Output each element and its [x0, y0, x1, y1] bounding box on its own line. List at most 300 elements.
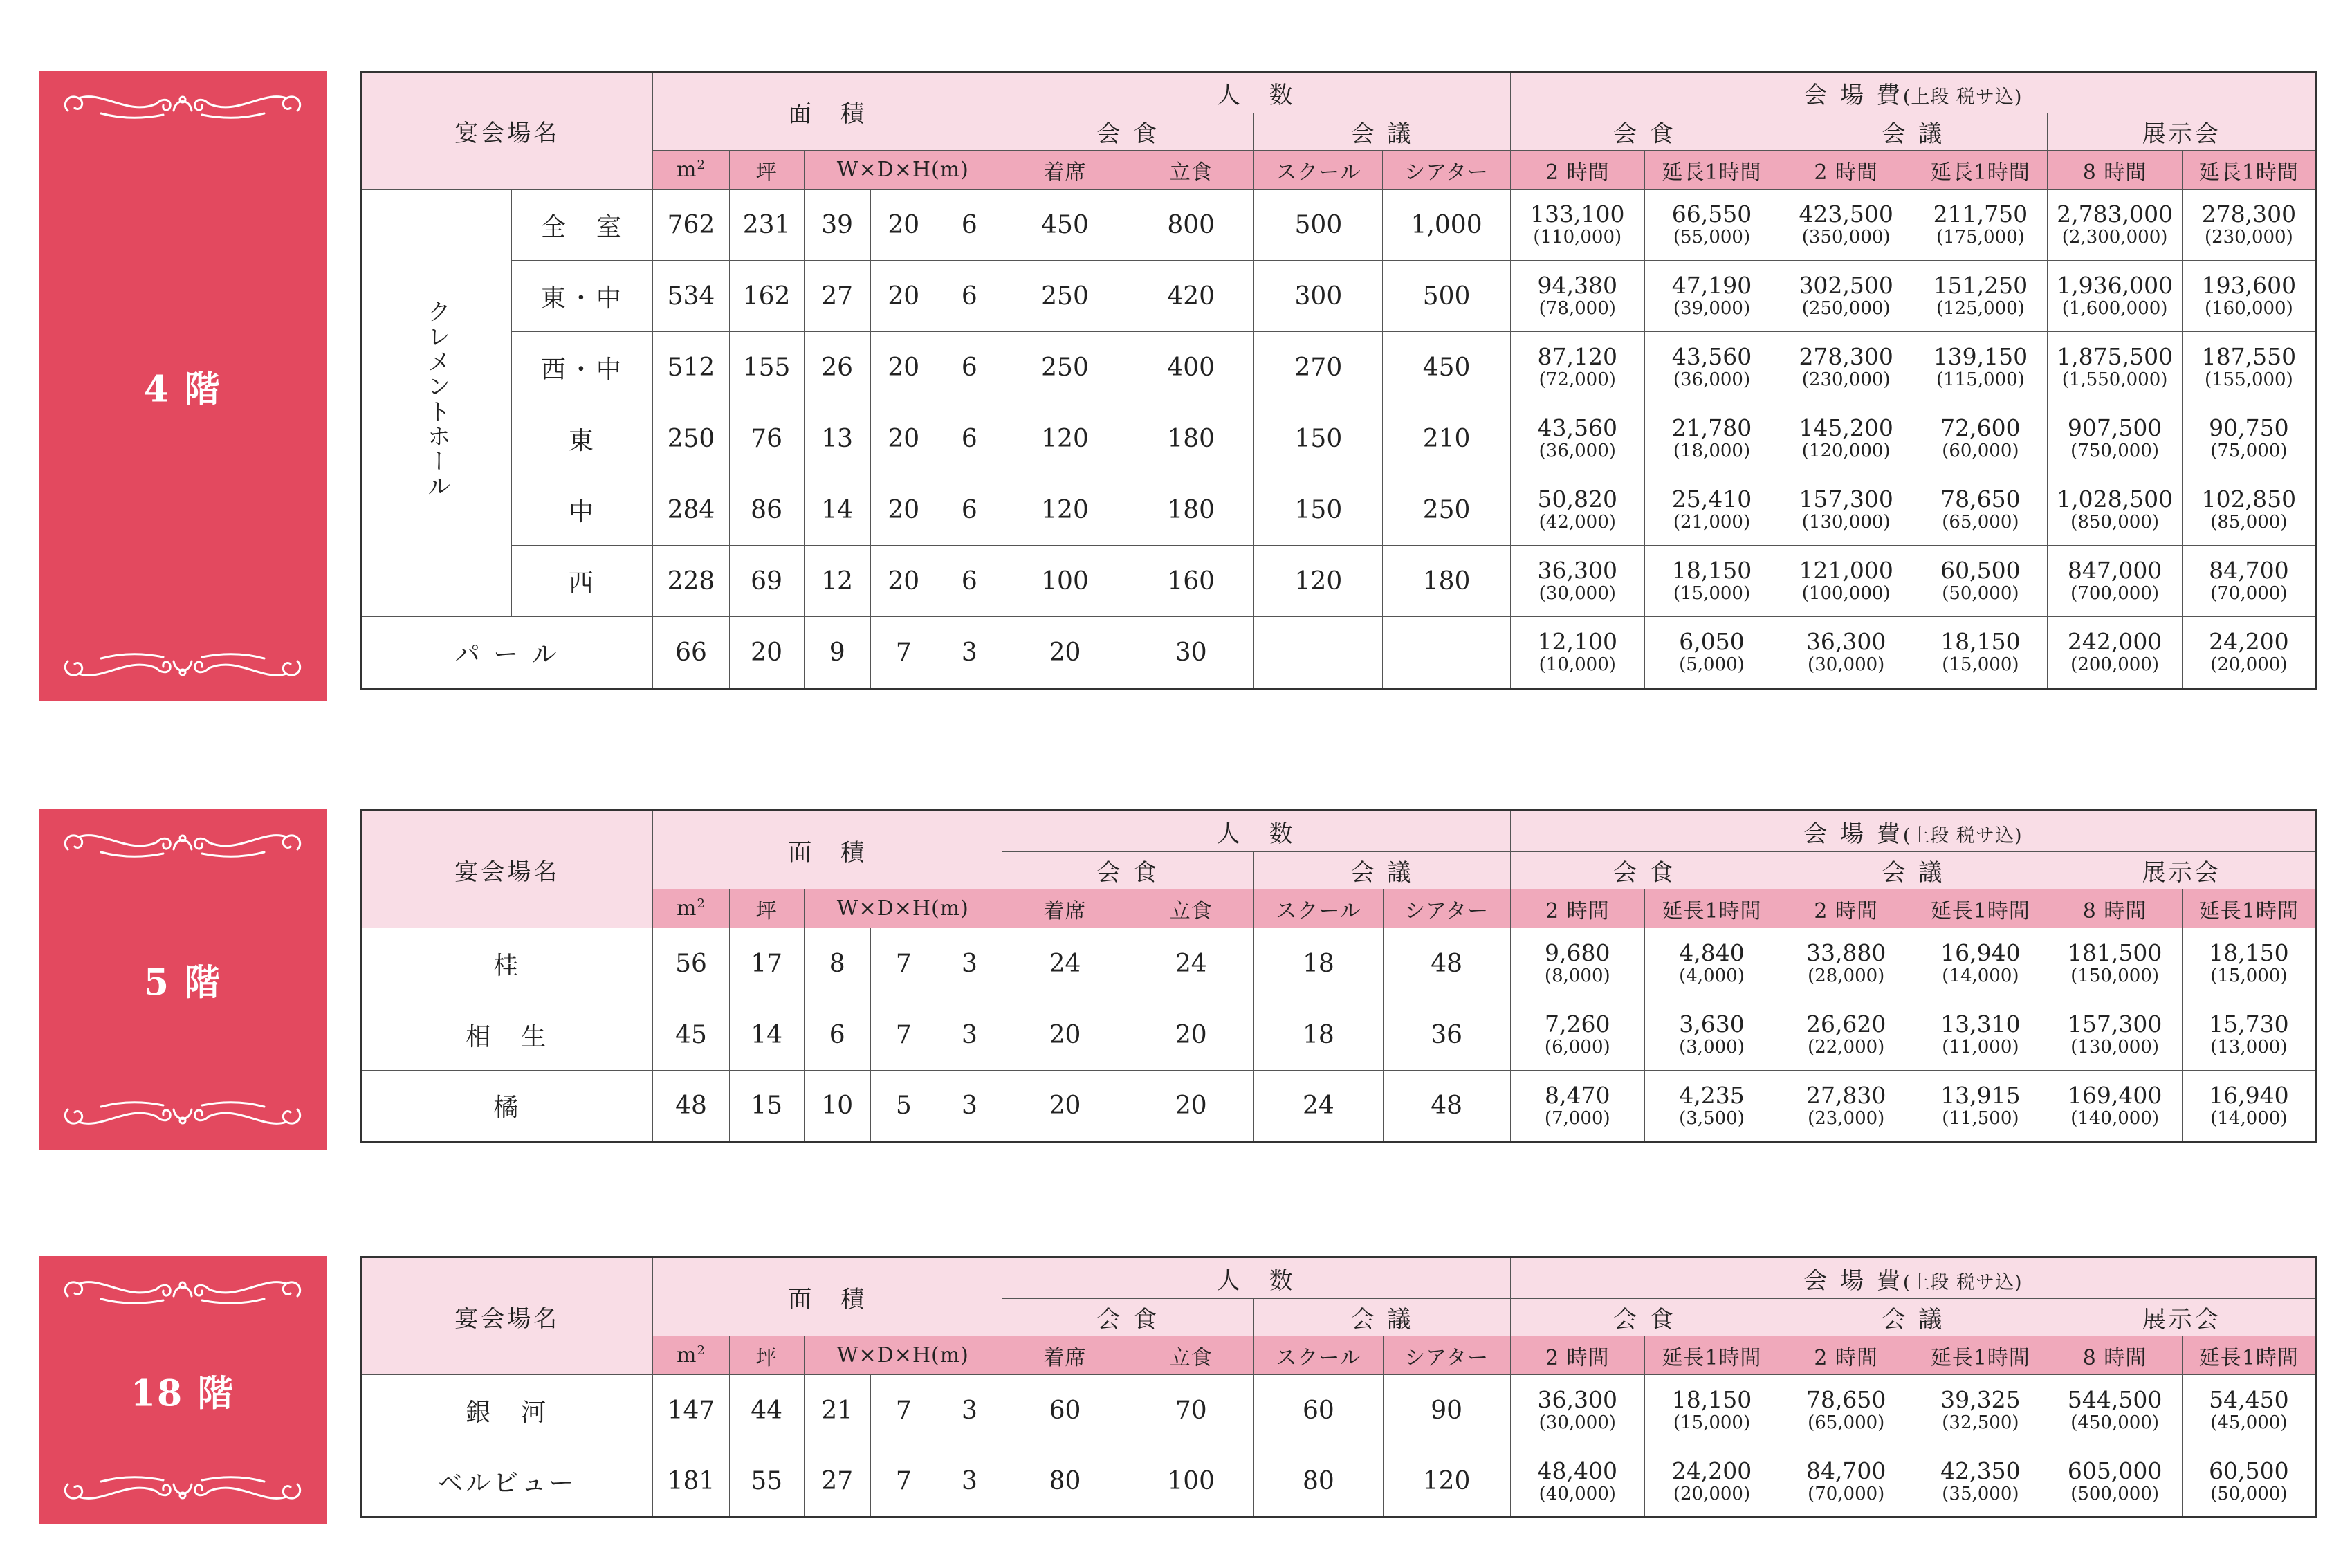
cell-fee-6 — [2182, 332, 2316, 403]
cell-fee-5 — [2048, 332, 2182, 403]
exhibition-ext-header: 延長1時間 — [2182, 151, 2316, 190]
fee-value: 36,300 — [1537, 1386, 1618, 1414]
fee-excl-tax: (85,000) — [2210, 512, 2288, 533]
cell-fee-5 — [2048, 474, 2182, 546]
cell-d: 7 — [870, 1446, 937, 1518]
cell-seated: 20 — [1002, 1071, 1128, 1142]
fee-value: 847,000 — [2067, 557, 2162, 584]
cell-theater — [1383, 617, 1510, 689]
cell-tsubo: 69 — [729, 546, 804, 617]
cell-school: 500 — [1254, 190, 1383, 261]
fee-value: 24,200 — [2209, 628, 2289, 656]
cell-fee-1 — [1510, 190, 1644, 261]
floor-18-table — [360, 1256, 2317, 1518]
fee-excl-tax: (6,000) — [1544, 1037, 1610, 1058]
table-row — [361, 332, 2317, 403]
fee-header-note: (上段 税サ込) — [1902, 824, 2023, 847]
cell-fee-6 — [2182, 617, 2316, 689]
fee-exhibition-header: 展示会 — [2048, 1299, 2317, 1336]
fee-excl-tax: (14,000) — [1942, 966, 2019, 987]
fee-excl-tax: (23,000) — [1808, 1107, 1885, 1129]
venue-group-label: クレメントホール — [423, 299, 451, 499]
fee-exhibition-header: 展示会 — [2048, 113, 2317, 151]
fee-value: 193,600 — [2201, 272, 2297, 299]
cell-fee-6 — [2182, 999, 2316, 1071]
fee-value: 72,600 — [1940, 414, 2021, 442]
cell-fee-1 — [1510, 1071, 1644, 1142]
cell-seated: 450 — [1002, 190, 1128, 261]
cell-d: 20 — [870, 332, 937, 403]
cell-fee-3 — [1779, 928, 1913, 999]
cell-w: 9 — [804, 617, 870, 689]
fee-value: 6,050 — [1679, 628, 1745, 656]
cell-school: 18 — [1254, 928, 1383, 999]
fee-value: 84,700 — [1806, 1457, 1886, 1484]
fee-value: 87,120 — [1537, 343, 1617, 371]
cell-tsubo: 231 — [729, 190, 804, 261]
table-row — [361, 546, 2317, 617]
fee-value: 39,325 — [1940, 1386, 2021, 1414]
fee-value: 33,880 — [1806, 939, 1886, 967]
fee-excl-tax: (100,000) — [1801, 583, 1891, 605]
fee-value: 94,380 — [1537, 272, 1617, 299]
fee-value: 1,028,500 — [2057, 486, 2174, 513]
cell-d: 7 — [870, 928, 937, 999]
cell-fee-1 — [1510, 546, 1644, 617]
cell-tsubo: 155 — [729, 332, 804, 403]
area-header: 面 積 — [653, 811, 1002, 889]
venue-name: パ ー ル — [361, 617, 653, 689]
cell-w: 13 — [804, 403, 870, 474]
cell-theater: 450 — [1383, 332, 1510, 403]
cell-fee-4 — [1913, 332, 2048, 403]
cell-fee-2 — [1644, 928, 1779, 999]
wdh-header: W×D×H(m) — [804, 889, 1002, 928]
cell-fee-6 — [2182, 403, 2316, 474]
fee-header — [1510, 72, 2316, 113]
fee-value: 42,350 — [1940, 1457, 2021, 1484]
fee-value: 423,500 — [1799, 201, 1893, 228]
fee-dining-header: 会 食 — [1510, 1299, 1779, 1336]
fee-excl-tax: (45,000) — [2210, 1412, 2288, 1434]
cell-h: 6 — [937, 332, 1002, 403]
fee-excl-tax: (75,000) — [2210, 441, 2288, 462]
sqm-sup: 2 — [697, 896, 706, 911]
cell-fee-2 — [1644, 474, 1779, 546]
table-row — [361, 1071, 2317, 1142]
fee-value: 9,680 — [1545, 939, 1610, 967]
cell-tsubo: 20 — [729, 617, 804, 689]
fee-excl-tax: (250,000) — [1801, 298, 1891, 320]
cell-d: 20 — [870, 190, 937, 261]
table-header — [361, 1257, 2317, 1375]
cell-w: 12 — [804, 546, 870, 617]
fee-excl-tax: (42,000) — [1538, 512, 1616, 533]
fee-excl-tax: (110,000) — [1533, 227, 1622, 248]
fee-excl-tax: (1,550,000) — [2061, 369, 2168, 391]
area-header: 面 積 — [653, 72, 1002, 151]
fee-excl-tax: (130,000) — [1801, 512, 1891, 533]
fee-excl-tax: (70,000) — [2210, 583, 2288, 605]
cell-fee-2 — [1644, 403, 1779, 474]
fee-value: 50,820 — [1537, 486, 1617, 513]
fee-excl-tax: (3,500) — [1679, 1107, 1745, 1129]
cell-fee-3 — [1779, 474, 1913, 546]
table-row — [361, 261, 2317, 332]
fee-excl-tax: (500,000) — [2070, 1483, 2159, 1504]
dining-2h-header: 2 時間 — [1510, 889, 1644, 928]
cell-fee-1 — [1510, 403, 1644, 474]
venue-name: 西 — [512, 546, 653, 617]
fee-excl-tax: (2,300,000) — [2061, 227, 2168, 248]
cell-h: 6 — [937, 261, 1002, 332]
cell-fee-1 — [1510, 332, 1644, 403]
fee-value: 544,500 — [2067, 1386, 2162, 1414]
school-header: スクール — [1254, 1336, 1383, 1375]
cell-h: 3 — [937, 999, 1002, 1071]
cell-tsubo: 76 — [729, 403, 804, 474]
cell-fee-3 — [1779, 1375, 1913, 1446]
sqm-header — [653, 151, 729, 190]
cell-fee-4 — [1913, 403, 2048, 474]
ornament-icon — [59, 83, 306, 127]
fee-excl-tax: (11,000) — [1942, 1037, 2019, 1058]
fee-excl-tax: (20,000) — [1673, 1483, 1751, 1504]
fee-header-main: 会 場 費 — [1803, 820, 1903, 848]
cell-fee-6 — [2182, 261, 2316, 332]
cell-sqm: 534 — [653, 261, 729, 332]
cell-standing: 400 — [1128, 332, 1254, 403]
fee-value: 60,500 — [2209, 1457, 2289, 1484]
fee-value: 302,500 — [1799, 272, 1893, 299]
fee-value: 907,500 — [2067, 414, 2162, 442]
cell-fee-5 — [2048, 999, 2182, 1071]
cell-standing: 180 — [1128, 403, 1254, 474]
fee-value: 4,840 — [1679, 939, 1745, 967]
cell-fee-6 — [2182, 1071, 2316, 1142]
fee-value: 242,000 — [2067, 628, 2162, 656]
seated-header: 着席 — [1002, 1336, 1128, 1375]
fee-value: 4,235 — [1679, 1081, 1745, 1109]
cell-theater: 1,000 — [1383, 190, 1510, 261]
fee-header — [1510, 811, 2316, 852]
standing-header: 立食 — [1128, 1336, 1254, 1375]
cell-standing: 30 — [1128, 617, 1254, 689]
fee-value: 18,150 — [1940, 628, 2021, 656]
fee-meeting-header: 会 議 — [1779, 113, 2048, 151]
fee-excl-tax: (36,000) — [1673, 369, 1751, 391]
cell-fee-2 — [1644, 1071, 1779, 1142]
tsubo-header: 坪 — [729, 1336, 804, 1375]
venue-name: 全 室 — [512, 190, 653, 261]
venue-name: 銀 河 — [361, 1375, 653, 1446]
cell-fee-3 — [1779, 261, 1913, 332]
fee-value: 13,310 — [1940, 1011, 2021, 1038]
cell-sqm: 181 — [653, 1446, 729, 1518]
fee-value: 278,300 — [1799, 343, 1893, 371]
meeting-header: 会 議 — [1254, 852, 1510, 889]
meeting-header: 会 議 — [1254, 1299, 1510, 1336]
cell-h: 6 — [937, 403, 1002, 474]
cell-seated: 60 — [1002, 1375, 1128, 1446]
fee-value: 60,500 — [1940, 557, 2021, 584]
theater-header: シアター — [1383, 151, 1510, 190]
floor-label: 18 階 — [130, 1372, 235, 1415]
fee-excl-tax: (28,000) — [1808, 966, 1885, 987]
fee-value: 133,100 — [1530, 201, 1625, 228]
table-row — [361, 928, 2317, 999]
fee-value: 26,620 — [1806, 1011, 1886, 1038]
cell-school: 60 — [1254, 1375, 1383, 1446]
cell-sqm: 512 — [653, 332, 729, 403]
fee-excl-tax: (39,000) — [1673, 298, 1751, 320]
cell-standing: 420 — [1128, 261, 1254, 332]
fee-excl-tax: (5,000) — [1679, 654, 1745, 676]
cell-seated: 120 — [1002, 474, 1128, 546]
cell-standing: 160 — [1128, 546, 1254, 617]
fee-value: 24,200 — [1671, 1457, 1752, 1484]
table-row — [361, 617, 2317, 689]
tsubo-header: 坪 — [729, 889, 804, 928]
cell-fee-5 — [2048, 1446, 2182, 1518]
cell-fee-3 — [1779, 403, 1913, 474]
cell-sqm: 250 — [653, 403, 729, 474]
standing-header: 立食 — [1128, 889, 1254, 928]
fee-value: 13,915 — [1940, 1081, 2021, 1109]
cell-fee-1 — [1510, 474, 1644, 546]
cell-fee-2 — [1644, 1375, 1779, 1446]
dining-ext-header: 延長1時間 — [1644, 151, 1779, 190]
fee-excl-tax: (60,000) — [1942, 441, 2019, 462]
fee-value: 18,150 — [1671, 1386, 1752, 1414]
cell-school: 120 — [1254, 546, 1383, 617]
fee-excl-tax: (10,000) — [1538, 654, 1616, 676]
fee-value: 145,200 — [1799, 414, 1893, 442]
fee-excl-tax: (14,000) — [2210, 1107, 2288, 1129]
cell-h: 3 — [937, 1446, 1002, 1518]
cell-fee-5 — [2048, 546, 2182, 617]
cell-w: 8 — [804, 928, 870, 999]
dining-2h-header: 2 時間 — [1510, 1336, 1644, 1375]
sqm-header — [653, 1336, 729, 1375]
exhibition-8h-header: 8 時間 — [2048, 889, 2182, 928]
table-body — [361, 1375, 2317, 1518]
cell-h: 6 — [937, 546, 1002, 617]
fee-excl-tax: (65,000) — [1808, 1412, 1885, 1434]
fee-value: 78,650 — [1940, 486, 2021, 513]
cell-d: 7 — [870, 617, 937, 689]
sqm-unit: m — [677, 158, 697, 182]
cell-fee-4 — [1913, 546, 2048, 617]
cell-standing: 180 — [1128, 474, 1254, 546]
fee-value: 151,250 — [1933, 272, 2028, 299]
dining-header: 会 食 — [1002, 113, 1253, 151]
ornament-icon — [59, 822, 306, 866]
cell-fee-5 — [2048, 928, 2182, 999]
fee-excl-tax: (115,000) — [1936, 369, 2025, 391]
cell-fee-4 — [1913, 617, 2048, 689]
ornament-icon — [59, 645, 306, 689]
fee-excl-tax: (140,000) — [2070, 1107, 2159, 1129]
table-row — [361, 474, 2317, 546]
cell-theater: 250 — [1383, 474, 1510, 546]
exhibition-8h-header: 8 時間 — [2048, 151, 2182, 190]
meeting-ext-header: 延長1時間 — [1913, 151, 2048, 190]
cell-fee-4 — [1913, 928, 2048, 999]
ornament-icon — [59, 1468, 306, 1512]
cell-fee-5 — [2048, 403, 2182, 474]
dining-ext-header: 延長1時間 — [1644, 889, 1779, 928]
table-body — [361, 190, 2317, 689]
cell-theater: 48 — [1383, 928, 1510, 999]
tsubo-header: 坪 — [729, 151, 804, 190]
cell-w: 21 — [804, 1375, 870, 1446]
cell-school: 150 — [1254, 403, 1383, 474]
fee-excl-tax: (36,000) — [1538, 441, 1616, 462]
fee-excl-tax: (40,000) — [1538, 1483, 1616, 1504]
seated-header: 着席 — [1002, 889, 1128, 928]
fee-excl-tax: (30,000) — [1808, 654, 1885, 676]
cell-fee-4 — [1913, 474, 2048, 546]
fee-value: 121,000 — [1799, 557, 1893, 584]
cell-h: 3 — [937, 617, 1002, 689]
cell-sqm: 762 — [653, 190, 729, 261]
cell-fee-1 — [1510, 617, 1644, 689]
fee-value: 16,940 — [1940, 939, 2021, 967]
fee-excl-tax: (30,000) — [1538, 1412, 1616, 1434]
cell-seated: 20 — [1002, 617, 1128, 689]
cell-d: 20 — [870, 403, 937, 474]
fee-value: 90,750 — [2209, 414, 2289, 442]
fee-excl-tax: (120,000) — [1801, 441, 1891, 462]
fee-excl-tax: (50,000) — [2210, 1483, 2288, 1504]
fee-value: 2,783,000 — [2057, 201, 2174, 228]
fee-excl-tax: (65,000) — [1942, 512, 2019, 533]
cell-d: 20 — [870, 546, 937, 617]
meeting-ext-header: 延長1時間 — [1913, 889, 2048, 928]
cell-school: 24 — [1254, 1071, 1383, 1142]
cell-h: 6 — [937, 190, 1002, 261]
floor-18-badge — [39, 1256, 327, 1524]
cell-fee-4 — [1913, 190, 2048, 261]
cell-fee-4 — [1913, 1446, 2048, 1518]
cell-fee-2 — [1644, 617, 1779, 689]
cell-w: 14 — [804, 474, 870, 546]
fee-value: 102,850 — [2201, 486, 2297, 513]
fee-value: 15,730 — [2209, 1011, 2289, 1038]
fee-excl-tax: (175,000) — [1936, 227, 2025, 248]
cell-w: 27 — [804, 261, 870, 332]
cell-sqm: 56 — [653, 928, 729, 999]
people-header: 人 数 — [1002, 811, 1510, 852]
ornament-icon — [59, 1269, 306, 1313]
cell-fee-6 — [2182, 474, 2316, 546]
cell-fee-3 — [1779, 1071, 1913, 1142]
floor-label: 5 階 — [143, 961, 222, 1004]
fee-excl-tax: (13,000) — [2210, 1037, 2288, 1058]
cell-fee-4 — [1913, 1375, 2048, 1446]
table-row — [361, 190, 2317, 261]
cell-h: 3 — [937, 1071, 1002, 1142]
cell-tsubo: 17 — [729, 928, 804, 999]
wdh-header: W×D×H(m) — [804, 1336, 1002, 1375]
fee-header — [1510, 1257, 2316, 1299]
table-row — [361, 1446, 2317, 1518]
cell-fee-5 — [2048, 261, 2182, 332]
fee-excl-tax: (78,000) — [1538, 298, 1616, 320]
fee-meeting-header: 会 議 — [1779, 852, 2048, 889]
venue-name: 橘 — [361, 1071, 653, 1142]
fee-excl-tax: (750,000) — [2070, 441, 2159, 462]
dining-2h-header: 2 時間 — [1510, 151, 1644, 190]
table-header — [361, 811, 2317, 928]
meeting-2h-header: 2 時間 — [1779, 889, 1913, 928]
fee-header-main: 会 場 費 — [1803, 81, 1903, 109]
fee-value: 47,190 — [1671, 272, 1752, 299]
cell-theater: 500 — [1383, 261, 1510, 332]
fee-excl-tax: (15,000) — [1673, 1412, 1751, 1434]
cell-h: 6 — [937, 474, 1002, 546]
table-row — [361, 403, 2317, 474]
cell-fee-2 — [1644, 332, 1779, 403]
venue-name: 東・中 — [512, 261, 653, 332]
cell-fee-6 — [2182, 546, 2316, 617]
fee-value: 139,150 — [1933, 343, 2028, 371]
fee-excl-tax: (200,000) — [2070, 654, 2159, 676]
fee-excl-tax: (21,000) — [1673, 512, 1751, 533]
cell-fee-2 — [1644, 999, 1779, 1071]
fee-value: 43,560 — [1537, 414, 1617, 442]
cell-tsubo: 15 — [729, 1071, 804, 1142]
cell-d: 20 — [870, 261, 937, 332]
fee-excl-tax: (15,000) — [1673, 583, 1751, 605]
fee-value: 211,750 — [1933, 201, 2028, 228]
fee-exhibition-header: 展示会 — [2048, 852, 2317, 889]
dining-header: 会 食 — [1002, 1299, 1253, 1336]
cell-fee-1 — [1510, 261, 1644, 332]
cell-tsubo: 162 — [729, 261, 804, 332]
cell-sqm: 147 — [653, 1375, 729, 1446]
fee-excl-tax: (15,000) — [2210, 966, 2288, 987]
fee-value: 3,630 — [1679, 1011, 1745, 1038]
cell-fee-4 — [1913, 1071, 2048, 1142]
cell-seated: 250 — [1002, 332, 1128, 403]
cell-w: 39 — [804, 190, 870, 261]
floor-label: 4 階 — [143, 368, 222, 411]
cell-school: 270 — [1254, 332, 1383, 403]
cell-theater: 210 — [1383, 403, 1510, 474]
cell-seated: 120 — [1002, 403, 1128, 474]
cell-fee-2 — [1644, 261, 1779, 332]
cell-d: 5 — [870, 1071, 937, 1142]
theater-header: シアター — [1383, 889, 1510, 928]
cell-fee-3 — [1779, 332, 1913, 403]
cell-school: 300 — [1254, 261, 1383, 332]
cell-seated: 24 — [1002, 928, 1128, 999]
fee-excl-tax: (15,000) — [1942, 654, 2019, 676]
fee-value: 78,650 — [1806, 1386, 1886, 1414]
cell-w: 26 — [804, 332, 870, 403]
fee-excl-tax: (11,500) — [1942, 1107, 2019, 1129]
fee-value: 12,100 — [1537, 628, 1617, 656]
fee-value: 7,260 — [1545, 1011, 1610, 1038]
exhibition-8h-header: 8 時間 — [2048, 1336, 2182, 1375]
cell-theater: 120 — [1383, 1446, 1510, 1518]
dining-ext-header: 延長1時間 — [1644, 1336, 1779, 1375]
cell-standing: 20 — [1128, 999, 1254, 1071]
venue-name: 西・中 — [512, 332, 653, 403]
fee-excl-tax: (30,000) — [1538, 583, 1616, 605]
